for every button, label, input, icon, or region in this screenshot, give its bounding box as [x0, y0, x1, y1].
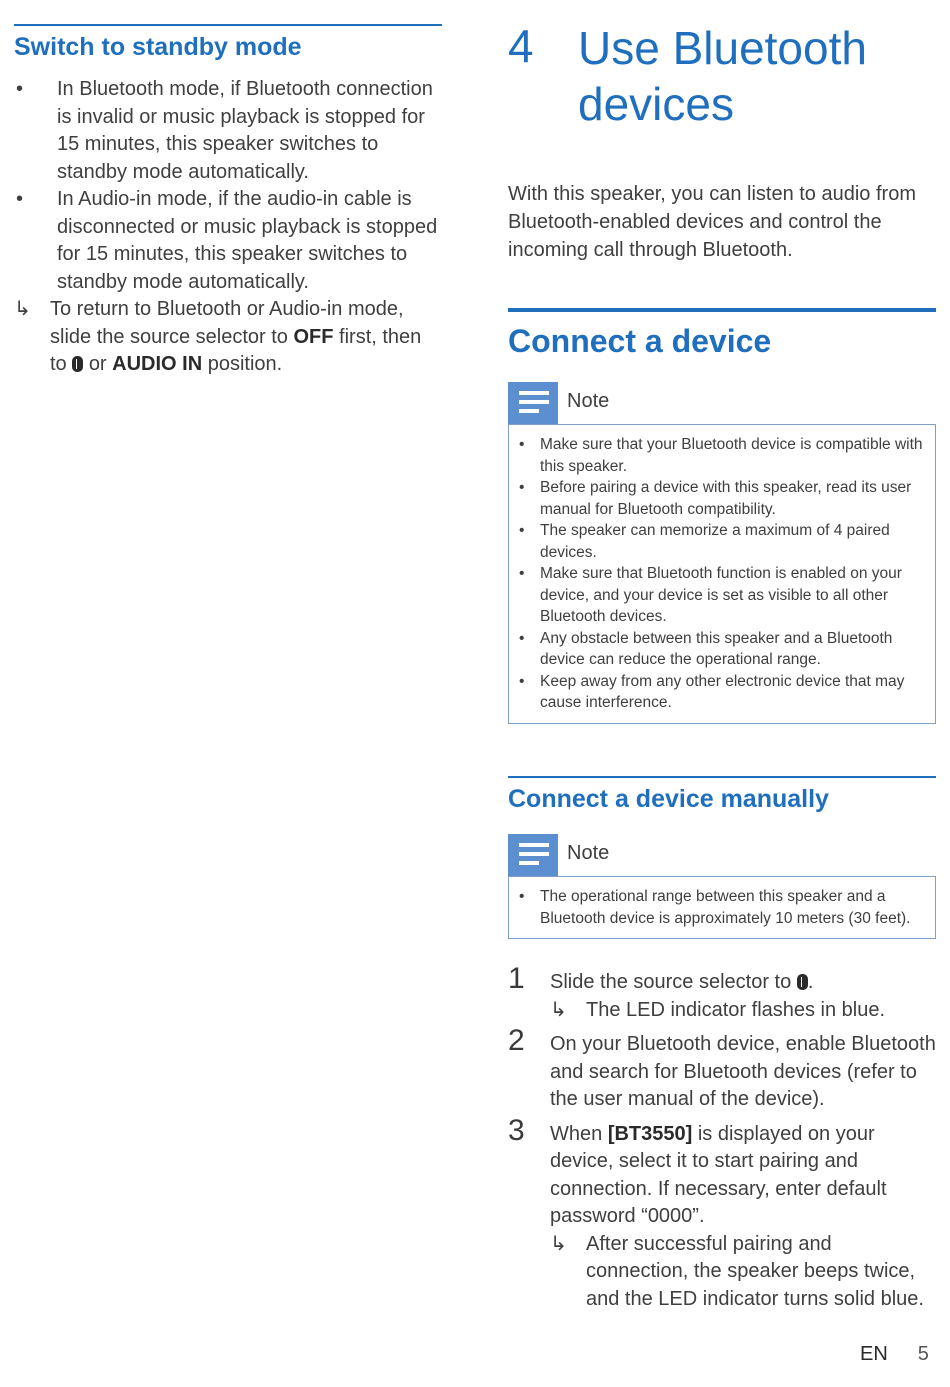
- note-header: [508, 834, 936, 876]
- section-rule: [508, 776, 936, 778]
- note-box: [508, 424, 936, 724]
- list-item: • In Bluetooth mode, if Bluetooth connection is invalid or music playback is stopped for 15 minutes, this speaker switches to standby mode automatically.: [16, 78, 433, 183]
- standby-heading: Switch to standby mode: [14, 33, 302, 61]
- step-number: 1: [508, 962, 525, 995]
- result-arrow-icon: ↳: [14, 298, 31, 320]
- connect-section: [508, 308, 936, 724]
- chapter-intro: With this speaker, you can listen to audio from Bluetooth-enabled devices and control the incoming call through Bluetooth.: [508, 183, 916, 261]
- list-item: • Make sure that Bluetooth function is enabled on your device, and your device is set as visible to all other Bluetooth devices.: [519, 565, 902, 625]
- bullet-dot: •: [16, 78, 24, 100]
- bluetooth-icon: [72, 356, 83, 372]
- note-header: [508, 382, 936, 424]
- list-item: • Make sure that your Bluetooth device is compatible with this speaker.: [519, 436, 923, 475]
- bullet-dot: •: [519, 888, 525, 905]
- note-icon: [508, 834, 558, 876]
- bullet-dot: •: [519, 436, 525, 453]
- chapter-number: 4: [508, 20, 534, 72]
- list-item: • The speaker can memorize a maximum of 4 paired devices.: [519, 522, 890, 561]
- steps-list: [508, 962, 936, 1313]
- note-icon: [508, 382, 558, 424]
- page-footer: [860, 1343, 929, 1366]
- list-item: • Keep away from any other electronic device that may cause interference.: [519, 672, 905, 711]
- result-item: ↳ To return to Bluetooth or Audio-in mode, slide the source selector to OFF first, then to or AUDIO IN position.: [14, 298, 422, 375]
- step-result: ↳ The LED indicator flashes in blue.: [550, 997, 936, 1025]
- bullet-dot: •: [519, 672, 525, 690]
- connect-heading: Connect a device: [508, 323, 772, 359]
- page-number: 5: [917, 1343, 929, 1365]
- step-item: 2 On your Bluetooth device, enable Bluetooth and search for Bluetooth devices (refer to the user manual of the device).: [508, 1024, 936, 1110]
- device-name: [BT3550]: [607, 1122, 693, 1145]
- note-box: [508, 876, 936, 939]
- bullet-dot: •: [519, 629, 525, 647]
- bullet-dot: •: [519, 565, 525, 582]
- list-item: • The operational range between this speaker and a Bluetooth device is approximately 10 meters (30 feet).: [519, 888, 911, 927]
- manual-heading: Connect a device manually: [508, 785, 829, 813]
- step-item: 1 Slide the source selector to . ↳ The LED indicator flashes in blue.: [508, 969, 936, 1024]
- list-item: • In Audio-in mode, if the audio-in cable is disconnected or music playback is stopped for 15 minutes, this speaker switches to standby mode automatically.: [16, 188, 438, 293]
- result-arrow-icon: ↳: [550, 1232, 567, 1255]
- manual-section: [508, 776, 936, 1320]
- list-item: • Any obstacle between this speaker and a Bluetooth device can reduce the operational range.: [519, 629, 893, 668]
- bullet-dot: •: [519, 479, 525, 496]
- step-number: 2: [508, 1024, 525, 1057]
- bullet-dot: •: [519, 522, 525, 539]
- step-item: 3 When [BT3550] is displayed on your device, select it to start pairing and connection. If necessary, enter default password “0000”. ↳ After successful pairing and connection, the speaker beeps twice, and the LED indicator turns solid blue.: [508, 1121, 936, 1314]
- chapter-title: Use Bluetooth devices: [578, 22, 867, 130]
- result-arrow-icon: ↳: [550, 998, 567, 1021]
- note-label: Note: [567, 842, 610, 864]
- language-code: EN: [860, 1343, 888, 1365]
- section-rule: [508, 308, 936, 312]
- note-label: Note: [567, 390, 610, 412]
- left-column: [14, 0, 442, 379]
- list-item: • Before pairing a device with this speaker, read its user manual for Bluetooth compatibility.: [519, 479, 912, 518]
- bullet-dot: •: [16, 188, 24, 210]
- section-rule: [14, 24, 442, 26]
- bluetooth-icon: [797, 974, 808, 990]
- standby-bullets: [14, 76, 442, 379]
- step-result: ↳ After successful pairing and connection, the speaker beeps twice, and the LED indicator turns solid blue.: [550, 1232, 924, 1310]
- step-number: 3: [508, 1113, 525, 1147]
